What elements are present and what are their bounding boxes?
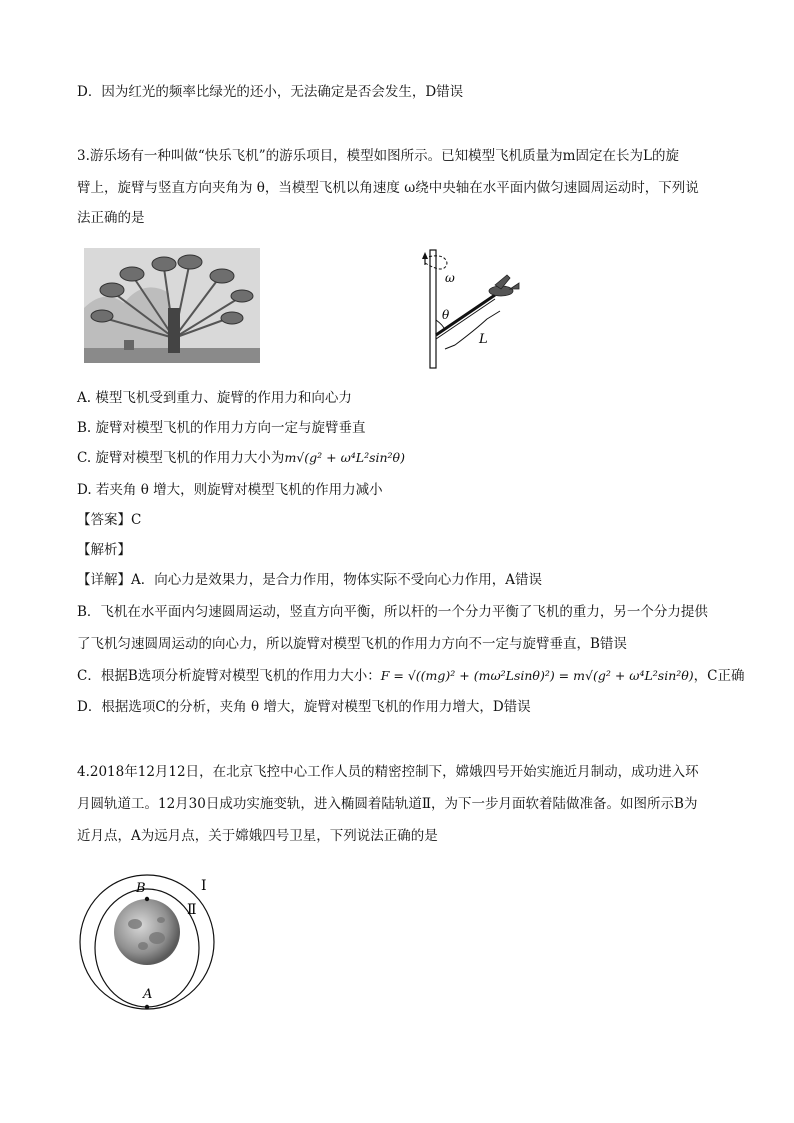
q3-detail-c-tail: ，C正确: [693, 668, 745, 684]
theta-label: θ: [442, 308, 450, 322]
q3-detail-d: D．根据选项C的分析，夹角 θ 增大，旋臂对模型飞机的作用力增大，D错误: [77, 699, 531, 715]
q3-detail-b2: 了飞机匀速圆周运动的向心力，所以旋臂对模型飞机的作用力方向不一定与旋臂垂直，B错误: [77, 636, 627, 652]
q3-stem-line1: 3.游乐场有一种叫做“快乐飞机”的游乐项目，模型如图所示。已知模型飞机质量为m固定在长为L的旋: [77, 148, 679, 164]
q3-stem-line3: 法正确的是: [77, 210, 145, 226]
q3-answer: 【答案】C: [77, 512, 142, 528]
q3-option-c-text: C. 旋臂对模型飞机的作用力大小为: [77, 450, 285, 466]
point-a-label: A: [143, 987, 153, 1002]
moon-icon: [114, 899, 180, 965]
q4-stem-line1: 4.2018年12月12日，在北京飞控中心工作人员的精密控制下，嫦娥四号开始实施近月制动，成功进入环: [77, 764, 699, 780]
orbit-1-label: Ⅰ: [201, 878, 207, 894]
length-label: L: [479, 332, 488, 347]
q3-option-d: D. 若夹角 θ 增大，则旋臂对模型飞机的作用力减小: [77, 482, 383, 498]
q3-option-c-formula: m√(g² + ω⁴L²sin²θ): [284, 450, 405, 465]
q3-option-b: B. 旋臂对模型飞机的作用力方向一定与旋臂垂直: [77, 420, 366, 436]
q3-detail-c: [77, 666, 745, 686]
arm-diagram: [415, 245, 525, 370]
q3-stem-line2: 臂上，旋臂与竖直方向夹角为 θ，当模型飞机以角速度 ω绕中央轴在水平面内做匀速圆周运动时，下列说: [77, 180, 699, 196]
omega-label: ω: [445, 271, 455, 285]
q3-option-a: A. 模型飞机受到重力、旋臂的作用力和向心力: [77, 390, 352, 406]
orbit-2-label: Ⅱ: [187, 902, 197, 918]
model-plane-icon: [489, 275, 519, 296]
q3-option-c: [77, 448, 405, 468]
q3-analysis-label: 【解析】: [77, 542, 131, 558]
orbit-diagram: [77, 872, 217, 1012]
q3-detail-a: 【详解】A．向心力是效果力，是合力作用，物体实际不受向心力作用，A错误: [77, 572, 542, 588]
ride-photo: [84, 248, 260, 363]
q4-stem-line2: 月圆轨道工。12月30日成功实施变轨，进入椭圆着陆轨道Ⅱ，为下一步月面软着陆做准备。如图所示B为: [77, 796, 698, 812]
q3-detail-c-formula: F = √((mg)² + (mω²Lsinθ)²) = m√(g² + ω⁴L²sin²θ): [380, 668, 694, 683]
q3-detail-b1: B．飞机在水平面内匀速圆周运动，竖直方向平衡，所以杆的一个分力平衡了飞机的重力，另一个分力提供: [77, 604, 708, 620]
q3-detail-c-text: C．根据B选项分析旋臂对模型飞机的作用力大小：: [77, 668, 381, 684]
point-a-dot: [145, 1005, 149, 1009]
point-b-label: B: [136, 881, 146, 896]
point-b-dot: [145, 897, 149, 901]
q4-stem-line3: 近月点，A为远月点，关于嫦娥四号卫星，下列说法正确的是: [77, 828, 438, 844]
prev-option-d: D．因为红光的频率比绿光的还小，无法确定是否会发生，D错误: [77, 84, 464, 100]
